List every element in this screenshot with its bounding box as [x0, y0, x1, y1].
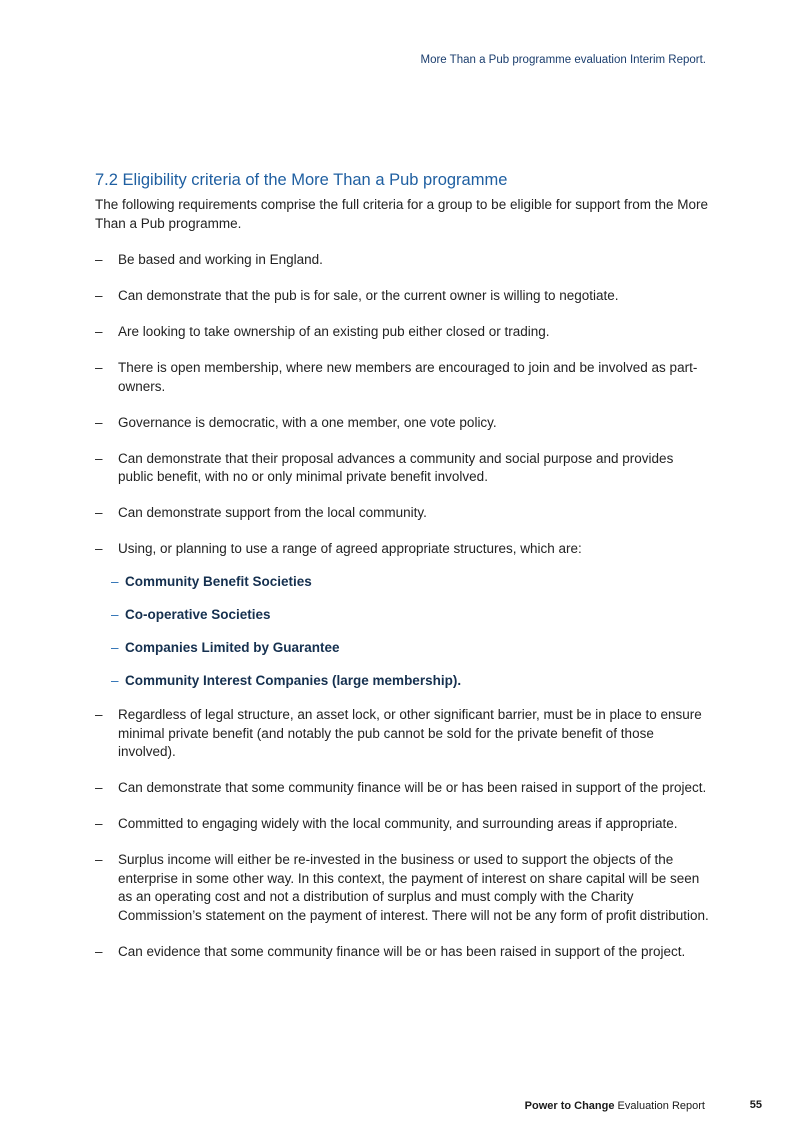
criteria-item: – Can demonstrate that their proposal advances a community and social purpose and provides public benefit, with no or only minimal private benefit involved.: [95, 450, 710, 487]
criteria-item: – Committed to engaging widely with the local community, and surrounding areas if appropriate.: [95, 815, 710, 834]
main-content: [95, 170, 710, 979]
criteria-item: – Governance is democratic, with a one member, one vote policy.: [95, 414, 710, 433]
structures-sublist: [111, 573, 710, 691]
criteria-item: – Can demonstrate that some community finance will be or has been raised in support of the project.: [95, 779, 710, 798]
criteria-list: [95, 251, 710, 961]
structure-item: – Companies Limited by Guarantee: [111, 639, 710, 658]
page-footer: [525, 1100, 705, 1112]
criteria-item-structures: [95, 540, 710, 690]
structure-item: – Community Benefit Societies: [111, 573, 710, 592]
running-header: More Than a Pub programme evaluation Interim Report.: [420, 54, 706, 66]
intro-paragraph: The following requirements comprise the full criteria for a group to be eligible for support from the More Than a Pub programme.: [95, 197, 709, 231]
criteria-item: – Are looking to take ownership of an existing pub either closed or trading.: [95, 323, 710, 342]
criteria-item: – Surplus income will either be re-invested in the business or used to support the objects of the enterprise in some other way. In this context, the payment of interest on share capital will be seen as an operating cost and not a distribution of surplus and must comply with the Charity Commission’s statement on the payment of interest. There will not be any form of profit distribution.: [95, 851, 710, 925]
criteria-item: – Can demonstrate that the pub is for sale, or the current owner is willing to negotiate.: [95, 287, 710, 306]
criteria-item-text: Using, or planning to use a range of agreed appropriate structures, which are:: [118, 541, 582, 556]
section-heading: 7.2 Eligibility criteria of the More Than a Pub programme: [95, 171, 508, 189]
criteria-item: – Can demonstrate support from the local community.: [95, 504, 710, 523]
criteria-item: – Be based and working in England.: [95, 251, 710, 270]
page-number: 55: [749, 1099, 762, 1111]
structure-item: – Community Interest Companies (large membership).: [111, 672, 710, 691]
criteria-item: – Can evidence that some community finance will be or has been raised in support of the project.: [95, 943, 710, 962]
footer-report-label: Evaluation Report: [617, 1100, 705, 1112]
structure-item: – Co-operative Societies: [111, 606, 710, 625]
criteria-item: – Regardless of legal structure, an asset lock, or other significant barrier, must be in place to ensure minimal private benefit (and notably the pub cannot be sold for the private benefit of those involved).: [95, 706, 710, 762]
footer-brand: Power to Change: [524, 1100, 615, 1112]
criteria-item: – There is open membership, where new members are encouraged to join and be involved as part-owners.: [95, 359, 710, 396]
